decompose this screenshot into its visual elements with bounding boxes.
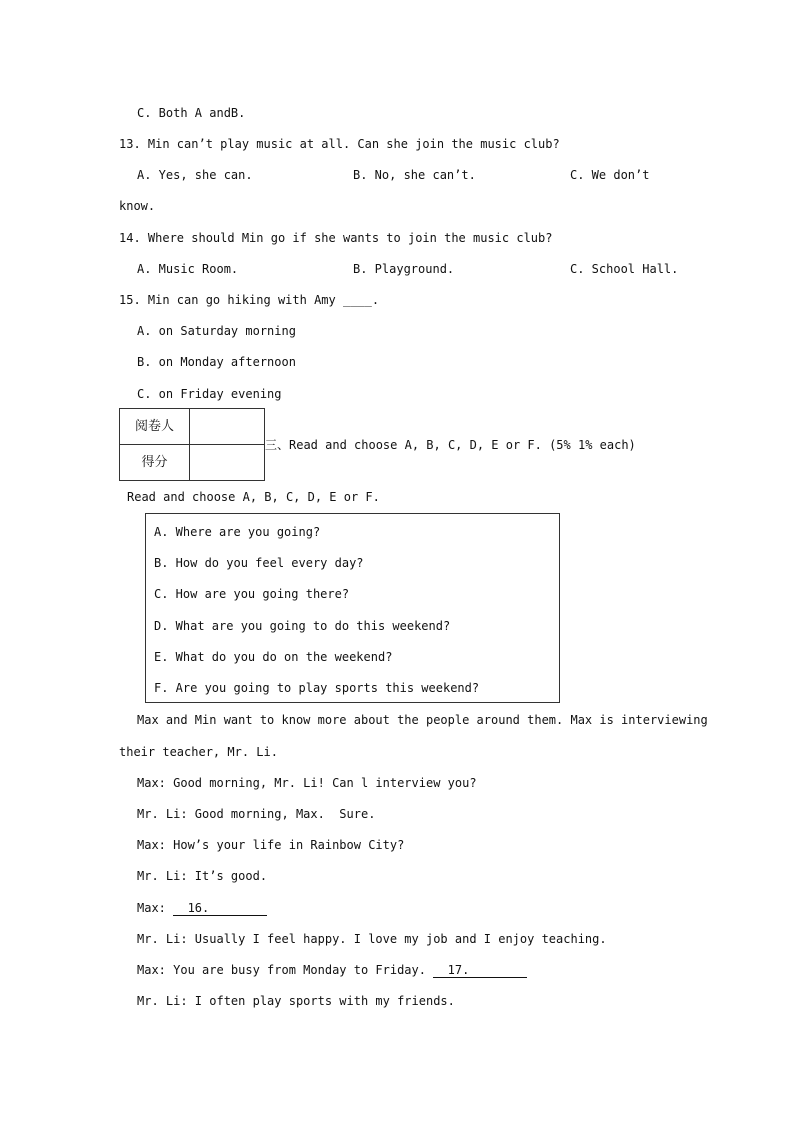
section-instruction: Read and choose A, B, C, D, E or F. [127, 490, 380, 504]
dialogue-line-6: Mr. Li: Usually I feel happy. I love my job and I enjoy teaching. [137, 932, 607, 946]
q14-option-a: A. Music Room. [137, 262, 239, 276]
dialogue-line-1: Max: Good morning, Mr. Li! Can l interview you? [137, 776, 477, 790]
choice-b: B. How do you feel every day? [154, 556, 364, 570]
q13-question: 13. Min can’t play music at all. Can she join the music club? [119, 137, 560, 151]
dialogue-line-3: Max: How’s your life in Rainbow City? [137, 838, 405, 852]
passage-intro-line-2: their teacher, Mr. Li. [119, 745, 278, 759]
q14-option-c: C. School Hall. [570, 262, 679, 276]
q15-question: 15. Min can go hiking with Amy ____. [119, 293, 380, 307]
q12-option-c: C. Both A andB. [137, 106, 246, 120]
q15-option-c: C. on Friday evening [137, 387, 282, 401]
choice-f: F. Are you going to play sports this weekend? [154, 681, 480, 695]
reviewer-label: 阅卷人 [120, 409, 190, 445]
table-row [120, 409, 265, 445]
answer-blank-17[interactable]: 17. [433, 963, 528, 977]
dialogue-line-8: Mr. Li: I often play sports with my friends. [137, 994, 455, 1008]
answer-blank-16[interactable]: 16. [173, 901, 268, 915]
section-heading: 三、Read and choose A, B, C, D, E or F. (5% 1% each) [265, 438, 636, 452]
score-table [119, 408, 265, 481]
q14-option-b: B. Playground. [353, 262, 455, 276]
q13-option-c: C. We don’t [570, 168, 650, 182]
reviewer-cell [190, 409, 265, 445]
q15-option-a: A. on Saturday morning [137, 324, 296, 338]
table-row [120, 445, 265, 481]
dialogue-text: Max: You are busy from Monday to Friday. [137, 963, 434, 977]
dialogue-speaker: Max: [137, 901, 174, 915]
choice-e: E. What do you do on the weekend? [154, 650, 393, 664]
dialogue-line-5 [137, 902, 267, 916]
q13-option-b: B. No, she can’t. [353, 168, 476, 182]
passage-intro-line-1: Max and Min want to know more about the people around them. Max is interviewing [137, 713, 708, 727]
q15-option-b: B. on Monday afternoon [137, 355, 296, 369]
dialogue-line-2: Mr. Li: Good morning, Max. Sure. [137, 807, 376, 821]
choice-d: D. What are you going to do this weekend? [154, 619, 451, 633]
choices-box [145, 513, 560, 703]
dialogue-line-4: Mr. Li: It’s good. [137, 869, 268, 883]
q14-question: 14. Where should Min go if she wants to join the music club? [119, 231, 553, 245]
q13-option-c-wrap: know. [119, 199, 156, 213]
score-label: 得分 [120, 445, 190, 481]
dialogue-line-7 [137, 964, 527, 978]
q13-option-a: A. Yes, she can. [137, 168, 253, 182]
choice-c: C. How are you going there? [154, 587, 350, 601]
score-cell [190, 445, 265, 481]
choice-a: A. Where are you going? [154, 525, 321, 539]
